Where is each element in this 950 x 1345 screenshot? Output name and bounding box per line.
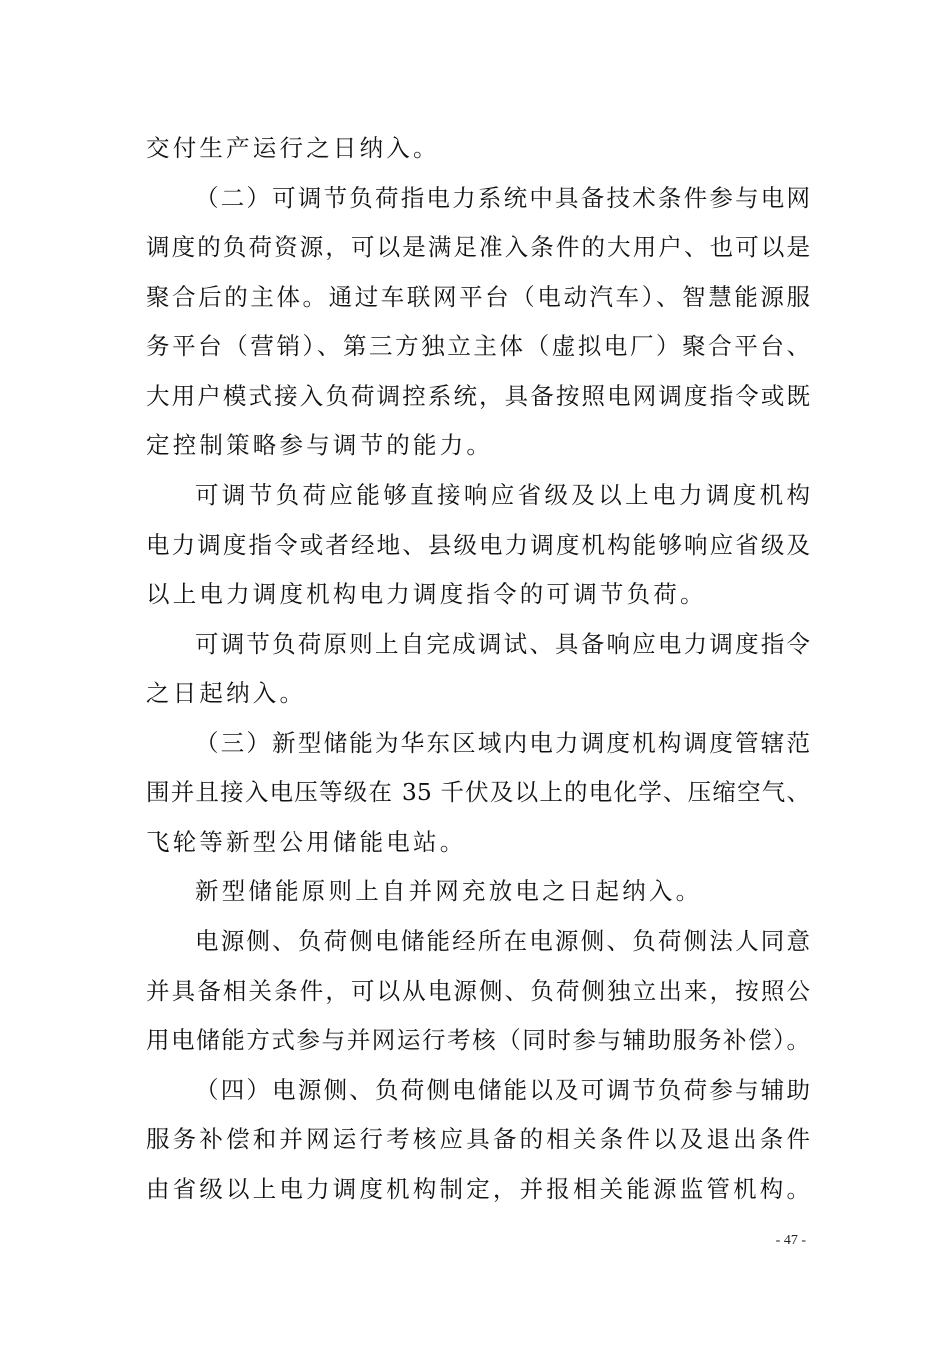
text-line: （三）新型储能为华东区域内电力调度机构调度管辖范 (195, 729, 810, 757)
text-line: 大用户模式接入负荷调控系统，具备按照电网调度指令或既 (146, 382, 810, 410)
text-line: 电力调度指令或者经地、县级电力调度机构能够响应省级及 (146, 531, 810, 559)
text-line: 以上电力调度机构电力调度指令的可调节负荷。 (146, 580, 707, 608)
text-line: 飞轮等新型公用储能电站。 (146, 828, 467, 856)
text-line: 电源侧、负荷侧电储能经所在电源侧、负荷侧法人同意 (195, 927, 810, 955)
text-line: 围并且接入电压等级在 35 千伏及以上的电化学、压缩空气、 (146, 778, 810, 806)
text-line: 调度的负荷资源，可以是满足准入条件的大用户、也可以是 (146, 233, 810, 261)
text-line: 服务补偿和并网运行考核应具备的相关条件以及退出条件 (146, 1125, 810, 1153)
text-line: 由省级以上电力调度机构制定，并报相关能源监管机构。 (146, 1175, 810, 1203)
text-line: 务平台（营销）、第三方独立主体（虚拟电厂）聚合平台、 (146, 332, 810, 360)
text-line: 之日起纳入。 (146, 679, 307, 707)
text-line: 用电储能方式参与并网运行考核（同时参与辅助服务补偿）。 (146, 1026, 810, 1054)
text-line: 并具备相关条件，可以从电源侧、负荷侧独立出来，按照公 (146, 977, 810, 1005)
text-line: 新型储能原则上自并网充放电之日起纳入。 (195, 877, 703, 905)
text-line: 聚合后的主体。通过车联网平台（电动汽车）、智慧能源服 (146, 283, 810, 311)
text-line: 交付生产运行之日纳入。 (146, 134, 440, 162)
page-number: - 47 - (775, 1233, 806, 1248)
text-line: 定控制策略参与调节的能力。 (146, 431, 494, 459)
text-line: （四）电源侧、负荷侧电储能以及可调节负荷参与辅助 (195, 1076, 810, 1104)
text-line: 可调节负荷原则上自完成调试、具备响应电力调度指令 (195, 630, 810, 658)
text-line: （二）可调节负荷指电力系统中具备技术条件参与电网 (195, 184, 810, 212)
text-line: 可调节负荷应能够直接响应省级及以上电力调度机构 (195, 481, 810, 509)
